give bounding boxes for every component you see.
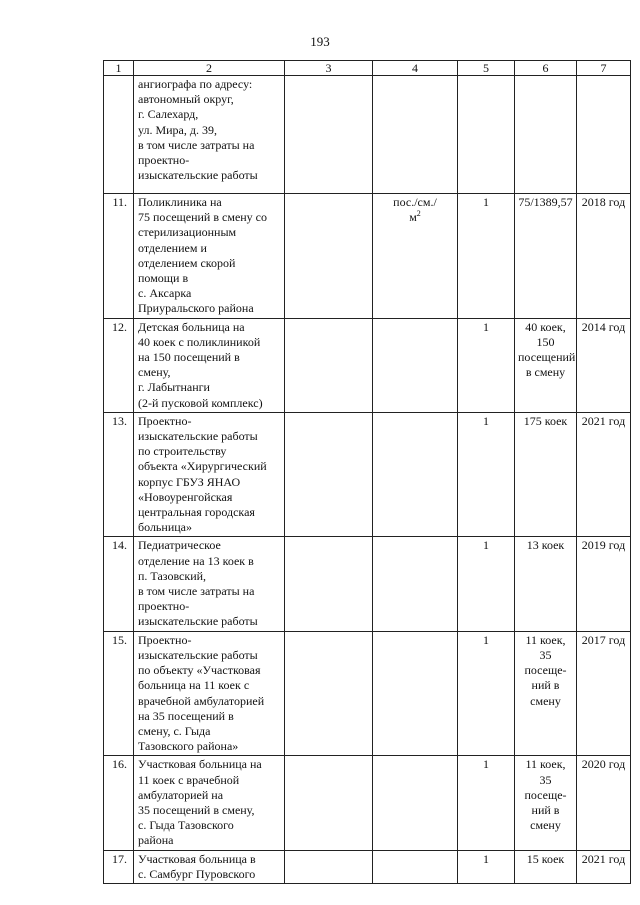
table-row [104, 76, 631, 194]
commissioning-year: 2021 год [577, 412, 631, 537]
unit-of-measure [373, 412, 458, 537]
row-number: 11. [104, 194, 134, 319]
table-row [104, 412, 631, 537]
object-name: Поликлиника на 75 посещений в смену со стерилизационным отделением и отделением скорой помощи в с. Аксарка Приуральского района [134, 194, 285, 319]
unit-superscript: 2 [416, 209, 421, 219]
table-row [104, 194, 631, 319]
table-row [104, 631, 631, 756]
cell-col5: 1 [458, 850, 515, 883]
page-number: 193 [310, 34, 330, 49]
object-name: Педиатрическое отделение на 13 коек в п. Тазовский, в том числе затраты на проектно- изыскательские работы [134, 537, 285, 631]
cell-col5: 1 [458, 412, 515, 537]
object-name: Детская больница на 40 коек с поликлиникой на 150 посещений в смену, г. Лабытнанги (2-й пусковой комплекс) [134, 318, 285, 412]
capacity: 40 коек, 150 посещений в смену [515, 318, 577, 412]
commissioning-year: 2017 год [577, 631, 631, 756]
unit-of-measure [373, 318, 458, 412]
cell-col3 [285, 537, 373, 631]
unit-of-measure [373, 76, 458, 194]
row-number: 17. [104, 850, 134, 883]
column-header: 2 [134, 61, 285, 76]
commissioning-year: 2014 год [577, 318, 631, 412]
row-number [104, 76, 134, 194]
unit-of-measure [373, 194, 458, 319]
capacity: 11 коек, 35 посеще- ний в смену [515, 756, 577, 850]
object-name: Участковая больница в с. Самбург Пуровского [134, 850, 285, 883]
cell-col5 [458, 76, 515, 194]
table-row [104, 318, 631, 412]
header-row [104, 61, 631, 76]
commissioning-year: 2021 год [577, 850, 631, 883]
capacity: 75/1389,57 [515, 194, 577, 319]
cell-col3 [285, 412, 373, 537]
row-number: 15. [104, 631, 134, 756]
table-row [104, 756, 631, 850]
column-header: 3 [285, 61, 373, 76]
column-header: 4 [373, 61, 458, 76]
document-table [103, 60, 631, 884]
row-number: 16. [104, 756, 134, 850]
cell-col5: 1 [458, 318, 515, 412]
cell-col5: 1 [458, 194, 515, 319]
object-name: Участковая больница на 11 коек с врачебной амбулаторией на 35 посещений в смену, с. Гыда Тазовского района [134, 756, 285, 850]
unit-of-measure [373, 537, 458, 631]
capacity: 175 коек [515, 412, 577, 537]
commissioning-year [577, 76, 631, 194]
commissioning-year: 2019 год [577, 537, 631, 631]
cell-col3 [285, 194, 373, 319]
cell-col5: 1 [458, 537, 515, 631]
column-header: 1 [104, 61, 134, 76]
capacity: 15 коек [515, 850, 577, 883]
cell-col3 [285, 76, 373, 194]
column-header: 6 [515, 61, 577, 76]
row-number: 13. [104, 412, 134, 537]
cell-col5: 1 [458, 631, 515, 756]
cell-col3 [285, 318, 373, 412]
row-number: 12. [104, 318, 134, 412]
object-name: ангиографа по адресу: автономный округ, г. Салехард, ул. Мира, д. 39, в том числе затраты на проектно- изыскательские работы [134, 76, 285, 194]
table-row [104, 850, 631, 883]
table-row [104, 537, 631, 631]
row-number: 14. [104, 537, 134, 631]
column-header: 5 [458, 61, 515, 76]
object-name: Проектно- изыскательские работы по объекту «Участковая больница на 11 коек с врачебной амбулаторией на 35 посещений в смену, с. Гыда Тазовского района» [134, 631, 285, 756]
capacity: 11 коек, 35 посеще- ний в смену [515, 631, 577, 756]
column-header: 7 [577, 61, 631, 76]
commissioning-year: 2018 год [577, 194, 631, 319]
cell-col3 [285, 756, 373, 850]
unit-of-measure [373, 850, 458, 883]
unit-text: пос./см./ м [393, 195, 437, 225]
cell-col3 [285, 631, 373, 756]
unit-of-measure [373, 756, 458, 850]
capacity [515, 76, 577, 194]
unit-of-measure [373, 631, 458, 756]
cell-col3 [285, 850, 373, 883]
capacity: 13 коек [515, 537, 577, 631]
object-name: Проектно- изыскательские работы по строительству объекта «Хирургический корпус ГБУЗ ЯНАО «Новоуренгойская центральная городская больница» [134, 412, 285, 537]
cell-col5: 1 [458, 756, 515, 850]
commissioning-year: 2020 год [577, 756, 631, 850]
